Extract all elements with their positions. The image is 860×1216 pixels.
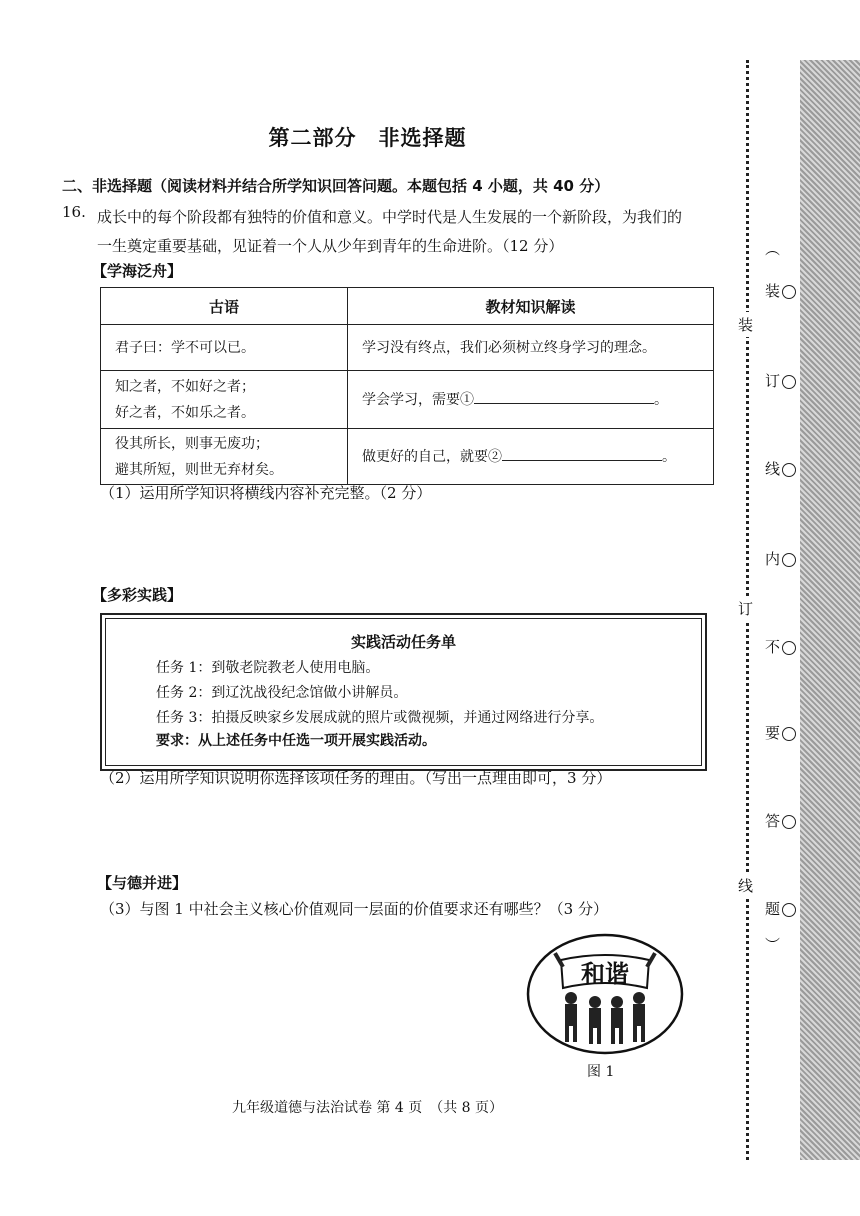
- margin-char: 装: [765, 282, 781, 300]
- interpretation-text: 学习没有终点，我们必须树立终身学习的理念。: [362, 339, 656, 356]
- margin-char: 题: [765, 900, 781, 918]
- interpretation-cell: [348, 325, 714, 371]
- question-number: 16.: [62, 203, 86, 221]
- margin-char: 内: [765, 550, 781, 568]
- scan-edge-band: [800, 60, 860, 1160]
- table-header-ancient: 古语: [101, 288, 348, 325]
- sub-question-1: （1）运用所学知识将横线内容补充完整。（2 分）: [100, 484, 432, 502]
- binding-hole-icon: [782, 553, 796, 567]
- part-title: 第二部分 非选择题: [268, 126, 467, 150]
- margin-char-row: [765, 370, 796, 391]
- binding-hole-icon: [782, 375, 796, 389]
- sub-question-3: （3）与图 1 中社会主义核心价值观同一层面的价值要求还有哪些？（3 分）: [100, 900, 608, 918]
- margin-char-row: [765, 636, 796, 657]
- margin-char-row: [765, 898, 796, 919]
- section-heading: 二、非选择题（阅读材料并结合所学知识回答问题。本题包括 4 小题，共 40 分）: [62, 177, 610, 195]
- ancient-quote-cell: [101, 325, 348, 371]
- ancient-quote-cell: [101, 371, 348, 429]
- table-header-interpretation: 教材知识解读: [348, 288, 714, 325]
- margin-char-row: [765, 458, 796, 479]
- quote-line: 好之者，不如乐之者。: [115, 404, 255, 421]
- harmony-illustration: [525, 932, 685, 1057]
- interpretation-cell: 做更好的自己，就要② 。: [348, 429, 714, 485]
- question-stem: [97, 203, 717, 261]
- margin-open-paren: ︵: [765, 240, 781, 258]
- binding-hole-icon: [782, 727, 796, 741]
- interpretation-text: 做更好的自己，就要②: [362, 448, 502, 465]
- table-row: [101, 325, 714, 371]
- figure-harmony-text: 和谐: [581, 960, 629, 988]
- page-footer: 九年级道德与法治试卷 第 4 页 （共 8 页）: [231, 1100, 504, 1116]
- binding-hole-icon: [782, 641, 796, 655]
- margin-char-row: [765, 810, 796, 831]
- margin-char-row: [765, 548, 796, 569]
- answer-blank-2[interactable]: [502, 446, 662, 461]
- table-row: [101, 371, 714, 429]
- figure-harmony: [525, 932, 685, 1057]
- quote-line: 役其所长，则事无废功；: [115, 435, 269, 452]
- figure-caption: 图 1: [587, 1064, 615, 1080]
- interpretation-cell: 学会学习，需要① 。: [348, 371, 714, 429]
- task-item: 任务 3：拍摄反映家乡发展成就的照片或微视频，并通过网络进行分享。: [156, 710, 604, 726]
- heading-xuehai: 【学海泛舟】: [92, 262, 183, 280]
- answer-blank-1[interactable]: [474, 389, 654, 404]
- binding-hole-icon: [782, 903, 796, 917]
- margin-char-row: [765, 722, 796, 743]
- inner-margin-char: 线: [738, 873, 753, 898]
- task-sheet: [100, 613, 707, 771]
- table-row: [101, 429, 714, 485]
- task-item: 任务 1：到敬老院教老人使用电脑。: [156, 660, 380, 676]
- binding-hole-icon: [782, 285, 796, 299]
- margin-char: 订: [765, 372, 781, 390]
- inner-margin-char: 订: [738, 596, 753, 621]
- margin-char: 不: [765, 638, 781, 656]
- binding-hole-icon: [782, 815, 796, 829]
- inner-margin-char: 装: [738, 312, 753, 337]
- quote-line: 避其所短，则世无弃材矣。: [115, 461, 283, 478]
- margin-char: 要: [765, 724, 781, 742]
- table-header-row: [101, 288, 714, 325]
- task-sheet-inner: [105, 618, 702, 766]
- margin-close-paren: ︶: [765, 936, 781, 954]
- heading-duocai: 【多彩实践】: [92, 586, 183, 604]
- task-item: 任务 2：到辽沈战役纪念馆做小讲解员。: [156, 685, 408, 701]
- quote-line: 君子曰：学不可以已。: [115, 339, 255, 356]
- heading-yude: 【与德并进】: [97, 874, 188, 892]
- question-line-1: 成长中的每个阶段都有独特的价值和意义。中学时代是人生发展的一个新阶段，为我们的: [97, 208, 683, 226]
- task-requirement: 要求：从上述任务中任选一项开展实践活动。: [156, 733, 436, 749]
- interpretation-text: 学会学习，需要①: [362, 391, 474, 408]
- quotes-table: [100, 287, 714, 485]
- ancient-quote-cell: [101, 429, 348, 485]
- task-sheet-title: 实践活动任务单: [350, 633, 456, 651]
- margin-char-row: [765, 280, 796, 301]
- binding-hole-icon: [782, 463, 796, 477]
- question-line-2: 一生奠定重要基础，见证着一个人从少年到青年的生命进阶。（12 分）: [97, 237, 564, 255]
- margin-char: 答: [765, 812, 781, 830]
- sub-question-2: （2）运用所学知识说明你选择该项任务的理由。（写出一点理由即可，3 分）: [100, 769, 612, 787]
- margin-char: 线: [765, 460, 781, 478]
- quote-line: 知之者，不如好之者；: [115, 378, 255, 395]
